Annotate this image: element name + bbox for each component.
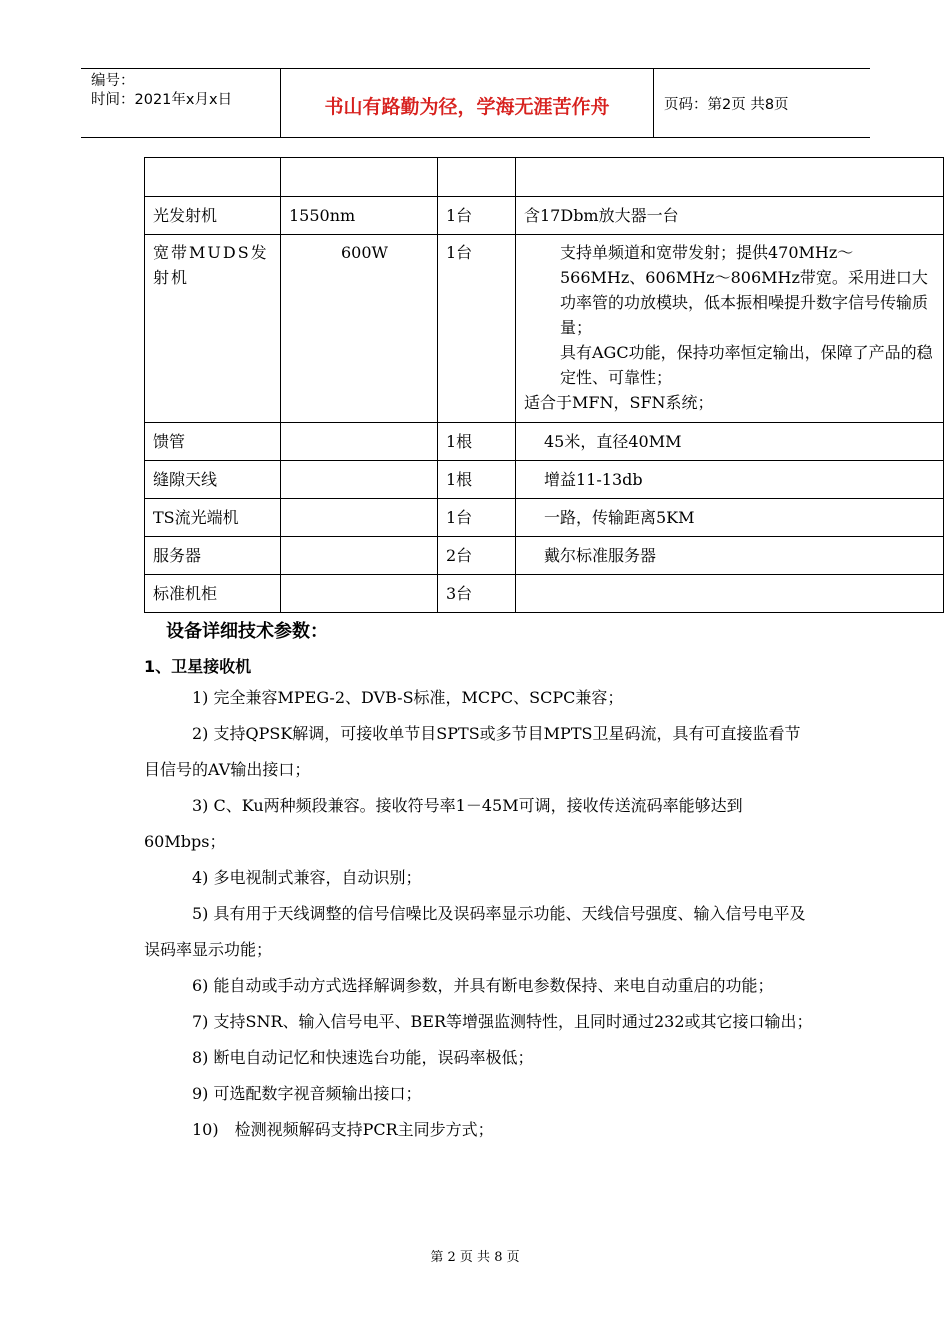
table-row [145, 197, 944, 235]
equipment-desc-line: 含17Dbm放大器一台 [524, 206, 679, 225]
page-footer: 第 2 页 共 8 页 [430, 1250, 520, 1265]
equipment-spec [281, 575, 438, 613]
list-item: 5) 具有用于天线调整的信号信噪比及误码率显示功能、天线信号强度、输入信号电平及误码率显示功能； [144, 904, 806, 959]
equipment-spec [281, 423, 438, 461]
list-item: 6) 能自动或手动方式选择解调参数，并具有断电参数保持、来电自动重启的功能； [192, 976, 774, 995]
equipment-table [144, 157, 944, 613]
equipment-desc-line: 戴尔标准服务器 [544, 546, 657, 565]
equipment-desc-line: 45米，直径40MM [544, 432, 682, 451]
equipment-desc-line: 一路，传输距离5KM [544, 508, 695, 527]
page-header [81, 68, 870, 138]
equipment-desc [516, 423, 944, 461]
equipment-desc-line: 具有AGC功能，保持功率恒定输出，保障了产品的稳定性、可靠性； [560, 343, 933, 387]
equipment-name: 宽带MUDS发射机 [145, 235, 281, 423]
equipment-desc-line: 增益11-13db [544, 470, 643, 489]
equipment-desc [516, 197, 944, 235]
equipment-spec [281, 537, 438, 575]
header-motto: 书山有路勤为径，学海无涯苦作舟 [281, 69, 654, 137]
document-date: 时间：2021年x月x日 [91, 92, 233, 108]
list-item: 9) 可选配数字视音频输出接口； [192, 1084, 422, 1103]
equipment-desc [516, 461, 944, 499]
header-page-info: 页码：第2页 共8页 [664, 96, 789, 113]
list-item: 1) 完全兼容MPEG-2、DVB-S标准，MCPC、SCPC兼容； [192, 688, 624, 707]
list-item: 2) 支持QPSK解调，可接收单节目SPTS或多节目MPTS卫星码流，具有可直接监看节目信号的AV输出接口； [144, 724, 801, 779]
equipment-desc [516, 575, 944, 613]
equipment-desc [516, 158, 944, 197]
equipment-qty: 2台 [438, 537, 516, 575]
equipment-name: 标准机柜 [145, 575, 281, 613]
equipment-qty: 1台 [438, 197, 516, 235]
equipment-name: TS流光端机 [145, 499, 281, 537]
equipment-spec: 1550nm [281, 197, 438, 235]
equipment-qty [438, 158, 516, 197]
list-item: 4) 多电视制式兼容，自动识别； [192, 868, 422, 887]
spec-list [144, 680, 814, 1148]
equipment-name: 光发射机 [145, 197, 281, 235]
equipment-qty: 1根 [438, 423, 516, 461]
header-meta [81, 69, 281, 137]
table-row [145, 537, 944, 575]
equipment-name: 缝隙天线 [145, 461, 281, 499]
equipment-name [145, 158, 281, 197]
equipment-name: 馈管 [145, 423, 281, 461]
table-row [145, 575, 944, 613]
equipment-spec [281, 461, 438, 499]
list-item: 8) 断电自动记忆和快速选台功能，误码率极低； [192, 1048, 534, 1067]
equipment-qty: 1台 [438, 235, 516, 423]
equipment-desc-line: 支持单频道和宽带发射；提供470MHz～566MHz、606MHz～806MHz带宽。采用进口大功率管的功放模块，低本振相噪提升数字信号传输质量； [560, 243, 929, 337]
equipment-desc [516, 537, 944, 575]
equipment-desc [516, 235, 944, 423]
list-item: 10) 检测视频解码支持PCR主同步方式； [192, 1120, 494, 1139]
equipment-spec: 600W [281, 235, 438, 423]
table-row [145, 461, 944, 499]
table-row [145, 423, 944, 461]
table-row [145, 158, 944, 197]
equipment-spec [281, 499, 438, 537]
list-item: 3) C、Ku两种频段兼容。接收符号率1－45M可调，接收传送流码率能够达到60Mbps； [144, 796, 743, 851]
equipment-qty: 1根 [438, 461, 516, 499]
section-title: 设备详细技术参数： [166, 621, 328, 642]
equipment-name: 服务器 [145, 537, 281, 575]
table-row [145, 235, 944, 423]
equipment-desc-line: 适合于MFN，SFN系统； [524, 393, 714, 412]
list-item: 7) 支持SNR、输入信号电平、BER等增强监测特性，且同时通过232或其它接口输出； [192, 1012, 813, 1031]
equipment-qty: 1台 [438, 499, 516, 537]
document-number: 编号： [91, 73, 135, 89]
table-row [145, 499, 944, 537]
equipment-qty: 3台 [438, 575, 516, 613]
subsection-title: 1、卫星接收机 [144, 657, 252, 676]
equipment-spec [281, 158, 438, 197]
equipment-desc [516, 499, 944, 537]
